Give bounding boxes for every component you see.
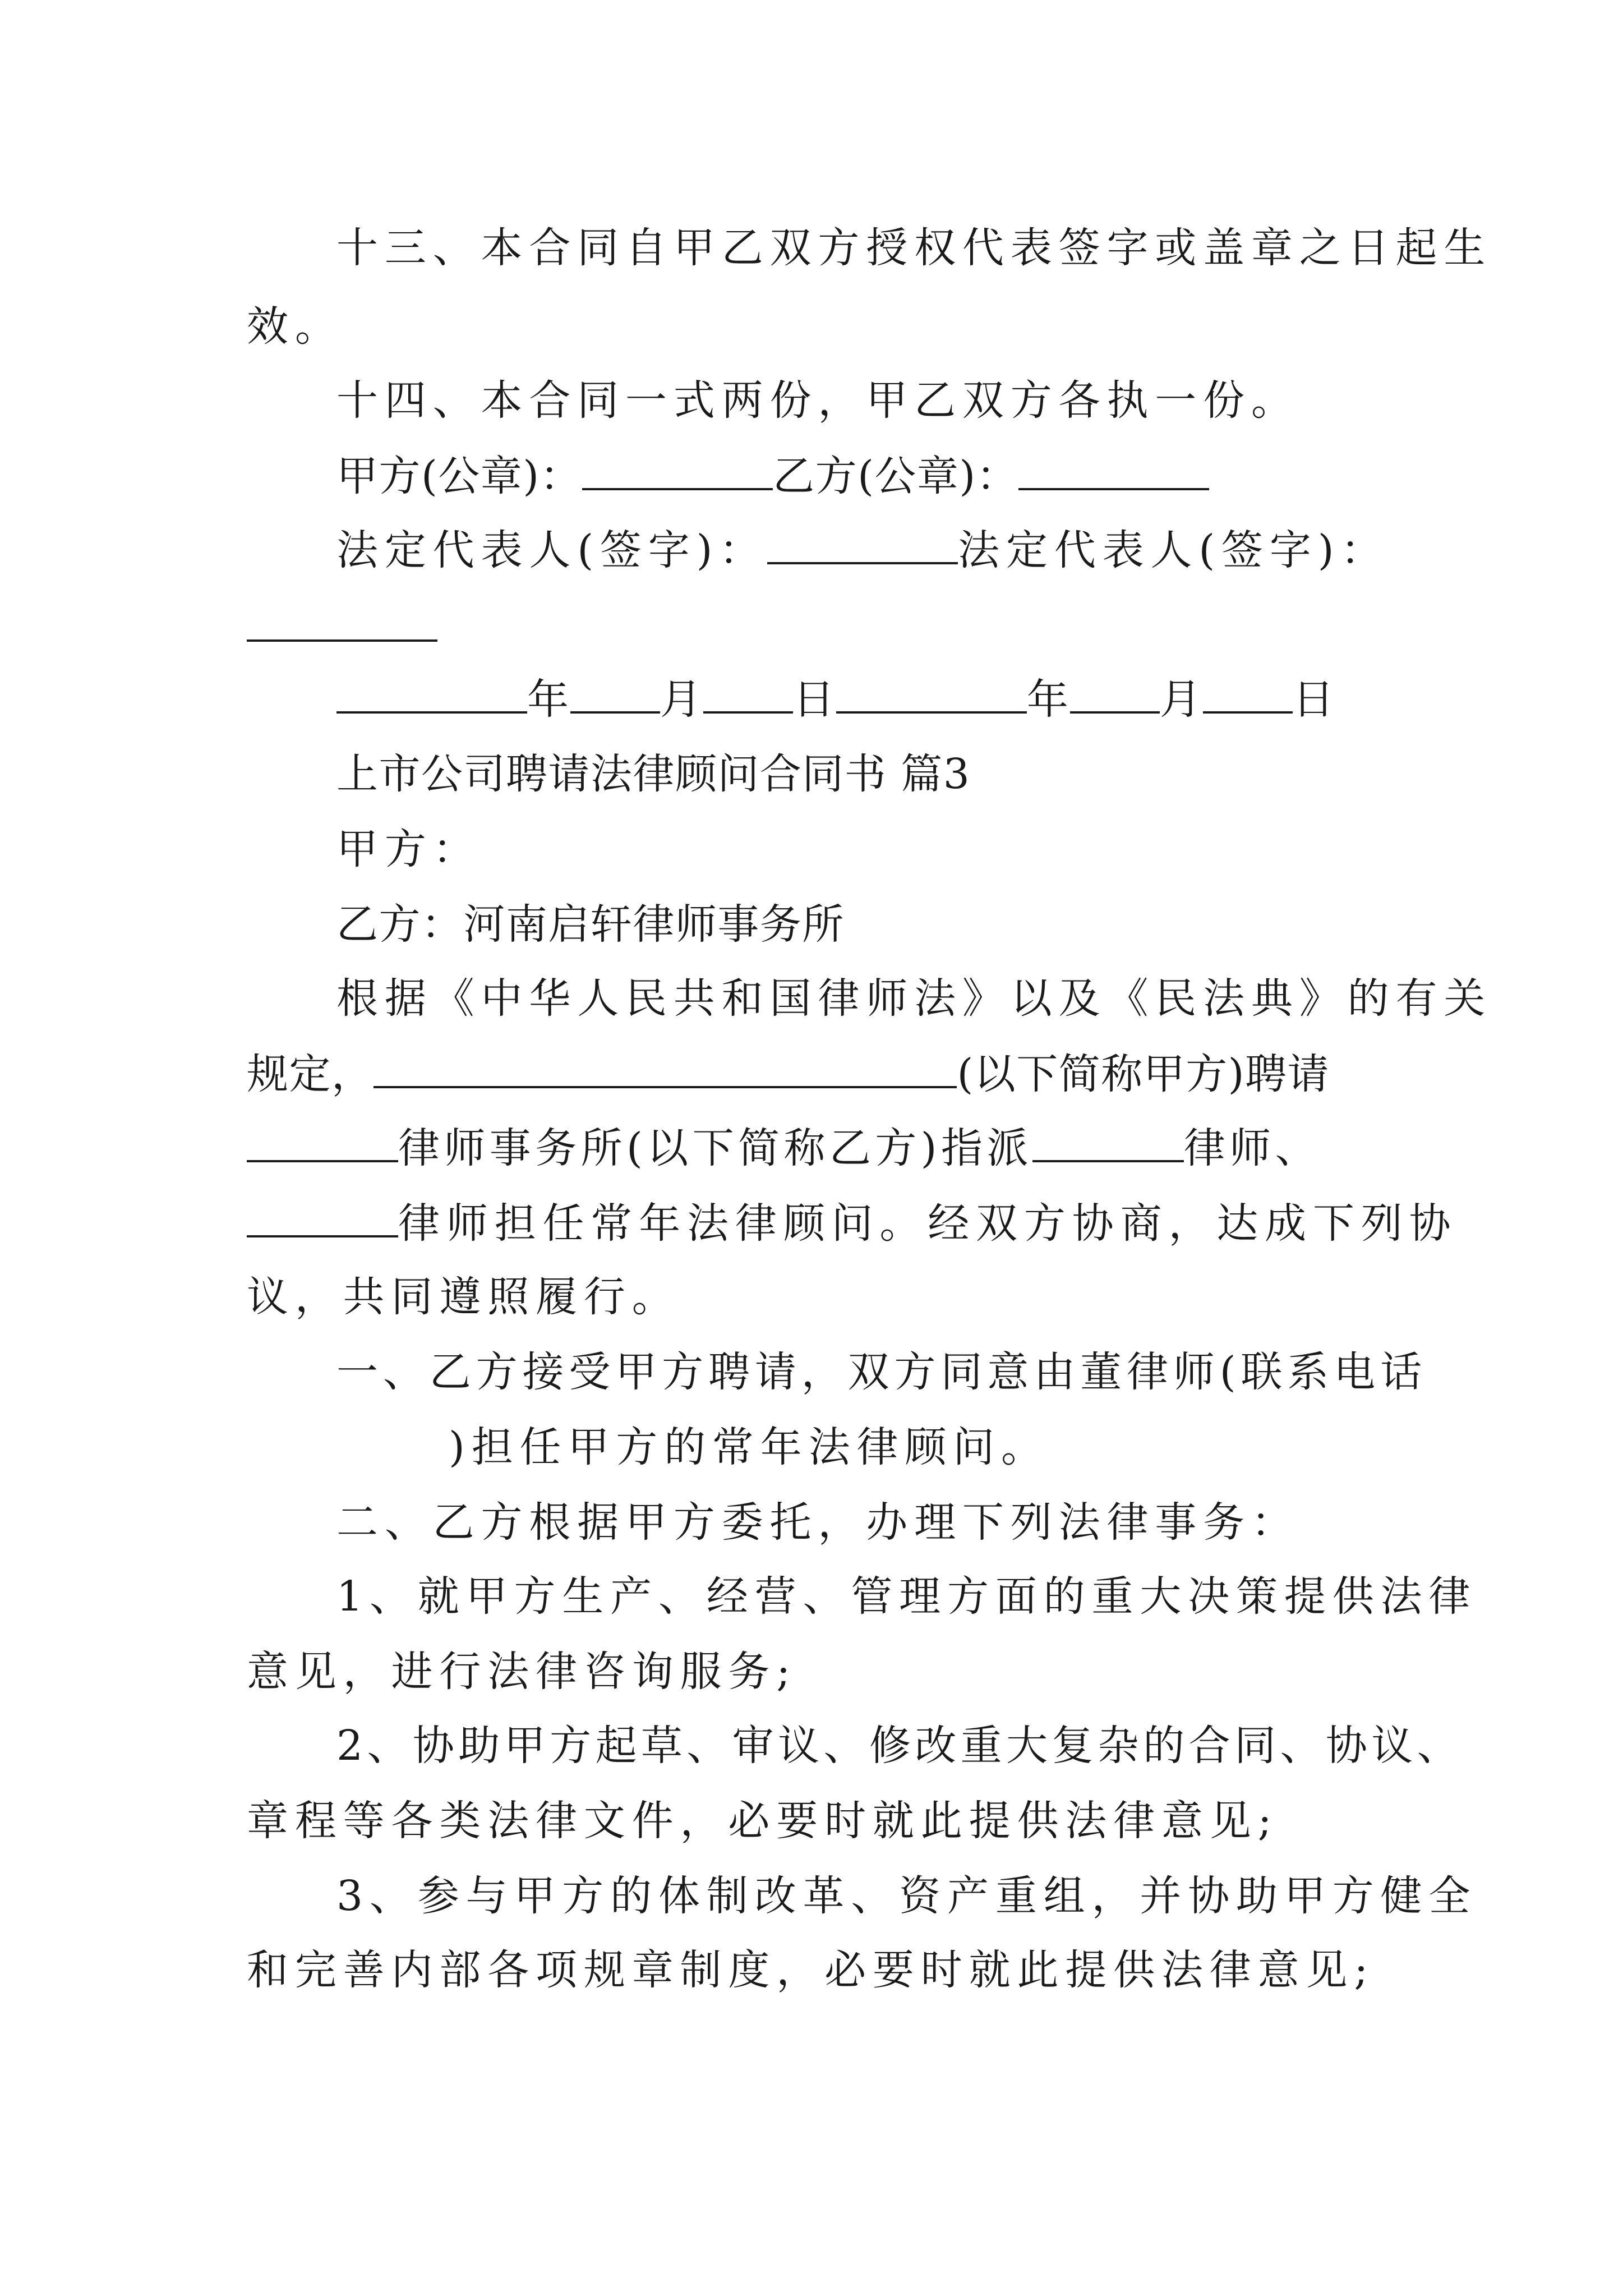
party-b-seal-label: 乙方(公章)： bbox=[773, 452, 1019, 500]
party-a-day-blank bbox=[703, 671, 793, 714]
signature-date-row bbox=[336, 671, 1336, 728]
clause-1-line-2: )担任甲方的常年法律顾问。 bbox=[449, 1423, 1049, 1471]
party-b-seal-blank bbox=[1018, 448, 1209, 490]
party-b-day-label: 日 bbox=[1292, 675, 1336, 724]
preamble-firm-text: 律师事务所(以下简称乙方)指派 bbox=[398, 1124, 1032, 1172]
party-b-year-label: 年 bbox=[1026, 675, 1070, 724]
party-a-seal-label: 甲方(公章)： bbox=[336, 452, 583, 500]
preamble-suffix: (以下简称甲方)聘请 bbox=[957, 1050, 1330, 1098]
preamble-line-1: 根据《中华人民共和国律师法》以及《民法典》的有关 bbox=[336, 974, 1492, 1023]
preamble-prefix: 规定， bbox=[247, 1050, 374, 1098]
clause-2: 二、乙方根据甲方委托，办理下列法律事务： bbox=[336, 1498, 1299, 1547]
clause-13-line-2: 效。 bbox=[247, 302, 343, 351]
preamble-line-3 bbox=[247, 1120, 1321, 1176]
clause-14: 十四、本合同一式两份，甲乙双方各执一份。 bbox=[336, 376, 1299, 425]
party-a-representative-label: 法定代表人(签字)： bbox=[336, 526, 768, 574]
preamble-line-4-text: 律师担任常年法律顾问。经双方协商，达成下列协 bbox=[398, 1199, 1458, 1248]
party-a-label: 甲方： bbox=[336, 825, 481, 873]
party-b-month-label: 月 bbox=[1159, 675, 1203, 724]
party-a-year-label: 年 bbox=[527, 675, 570, 724]
party-a-representative-blank bbox=[767, 522, 958, 564]
party-b-line: 乙方：河南启轩律师事务所 bbox=[336, 900, 845, 949]
party-b-representative-blank bbox=[247, 639, 437, 642]
preamble-line-2 bbox=[247, 1046, 1330, 1102]
item-2-line-1: 2、协助甲方起草、审议、修改重大复杂的合同、协议、 bbox=[336, 1722, 1463, 1770]
signature-seal-row bbox=[336, 448, 1209, 504]
preamble-line-4 bbox=[247, 1195, 1457, 1251]
item-1-line-2: 意见，进行法律咨询服务; bbox=[247, 1648, 797, 1696]
item-3-line-1: 3、参与甲方的体制改革、资产重组，并协助甲方健全 bbox=[336, 1872, 1477, 1920]
lawyer-2-blank bbox=[247, 1195, 398, 1237]
signature-representative-row bbox=[336, 522, 1389, 578]
lawyer-1-blank bbox=[1032, 1120, 1184, 1162]
party-b-month-blank bbox=[1070, 671, 1160, 714]
clause-1-line-1: 一、乙方接受甲方聘请，双方同意由董律师(联系电话 bbox=[336, 1348, 1427, 1396]
party-b-day-blank bbox=[1203, 671, 1293, 714]
party-a-month-label: 月 bbox=[660, 675, 703, 724]
party-b-representative-label: 法定代表人(签字)： bbox=[958, 526, 1389, 574]
item-2-line-2: 章程等各类法律文件，必要时就此提供法律意见; bbox=[247, 1797, 1279, 1845]
item-3-line-2: 和完善内部各项规章制度，必要时就此提供法律意见; bbox=[247, 1946, 1375, 1994]
preamble-lawyer-text: 律师、 bbox=[1183, 1124, 1321, 1172]
clause-13-line-1: 十三、本合同自甲乙双方授权代表签字或盖章之日起生 bbox=[336, 224, 1492, 272]
item-1-line-1: 1、就甲方生产、经营、管理方面的重大决策提供法律 bbox=[336, 1572, 1477, 1621]
party-a-seal-blank bbox=[582, 448, 773, 490]
party-a-year-blank bbox=[336, 671, 527, 714]
preamble-line-5: 议，共同遵照履行。 bbox=[247, 1273, 680, 1321]
law-firm-blank bbox=[247, 1120, 398, 1162]
party-b-year-blank bbox=[836, 671, 1027, 714]
client-name-blank bbox=[374, 1046, 957, 1088]
party-a-month-blank bbox=[570, 671, 660, 714]
section-heading: 上市公司聘请法律顾问合同书 篇3 bbox=[336, 750, 971, 798]
party-a-day-label: 日 bbox=[792, 675, 836, 724]
